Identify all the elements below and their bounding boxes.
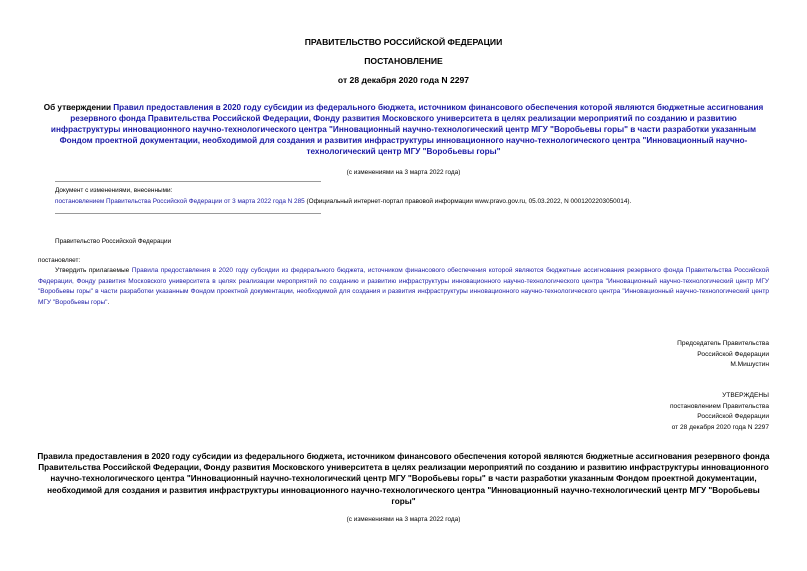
author-line: Правительство Российской Федерации <box>55 238 172 245</box>
title-prefix: Об утверждении <box>43 103 114 112</box>
document-type: ПОСТАНОВЛЕНИЕ <box>364 56 443 66</box>
document-date-number: от 28 декабря 2020 года N 2297 <box>337 75 470 85</box>
signature-position: Председатель Правительства <box>677 340 769 347</box>
signature-name: М.Мишустин <box>730 361 769 368</box>
approved-block <box>670 391 769 433</box>
approved-line-2: постановлением Правительства <box>669 402 769 410</box>
changes-label: Документ с изменениями, внесенными: <box>55 187 173 194</box>
signature-block <box>677 339 769 371</box>
government-heading: ПРАВИТЕЛЬСТВО РОССИЙСКОЙ ФЕДЕРАЦИИ <box>304 37 503 47</box>
title-rules-link[interactable]: Правил предоставления в 2020 году субсидии из федерального бюджета, источником финансового обеспечения которой являются бюджетные ассигнования резервного фонда Правительства Российской Федерации, Фонду развития Московского университета в целях реализации мероприятий по созданию и развитию инфраструктуры инновационного научно-технологического центра "Инновационный научно-технологический центр МГУ "Воробьевы горы" в части разработки указанным Фондом проектной документации, необходимой для создания и развития инфраструктуры инновационного научно-технологического центра "Инновационный научно-технологический центр МГУ "Воробьевы горы" <box>50 103 764 156</box>
approved-line-3: Российской Федерации <box>697 413 769 420</box>
approve-paragraph <box>38 266 769 308</box>
rules-amended-note: (с изменениями на 3 марта 2022 года) <box>346 516 461 523</box>
divider-top <box>55 181 321 182</box>
approve-prefix: Утвердить прилагаемые <box>55 267 132 274</box>
rules-title: Правила предоставления в 2020 году субсидии из федерального бюджета, источником финансового обеспечения которой являются бюджетные ассигнования резервного фонда Правительства Российской Федерации, Фонду развития Московского университета в целях реализации мероприятий по созданию и развитию инфраструктуры инновационного научно-технологического центра "Инновационный научно-технологический центр МГУ "Воробьевы горы" в части разработки указанным Фондом проектной документации, необходимой для создания и развития инфраструктуры инновационного научно-технологического центра "Инновационный научно-технологический центр МГУ "Воробьевы горы" <box>37 452 770 506</box>
amended-note: (с изменениями на 3 марта 2022 года) <box>346 169 461 176</box>
signature-country: Российской Федерации <box>697 350 769 358</box>
divider-bottom <box>55 213 321 214</box>
amendment-link[interactable]: постановлением Правительства Российской Федерации от 3 марта 2022 года N 285 <box>55 198 305 205</box>
document-title <box>40 102 767 157</box>
approved-line-4: от 28 декабря 2020 года N 2297 <box>671 423 769 431</box>
approved-heading: УТВЕРЖДЕНЫ <box>722 392 769 399</box>
resolves-line: постановляет: <box>38 257 81 264</box>
changes-entry <box>55 198 631 205</box>
amendment-source: (Официальный интернет-портал правовой информации www.pravo.gov.ru, 05.03.2022, N 0001202203050014). <box>304 198 632 205</box>
approve-rules-link[interactable]: Правила предоставления в 2020 году субсидии из федерального бюджета, источником финансового обеспечения которой являются бюджетные ассигнования резервного фонда Правительства Российской Федерации, Фонду развития Московского университета в целях реализации мероприятий по созданию и развитию инфраструктуры инновационного научно-технологического центра "Инновационный научно-технологический центр МГУ "Воробьевы горы" в части разработки указанным Фондом проектной документации, необходимой для создания и развития инфраструктуры инновационного научно-технологического центра "Инновационный научно-технологический центр МГУ "Воробьевы горы" <box>38 267 769 306</box>
approve-suffix: . <box>107 298 110 306</box>
